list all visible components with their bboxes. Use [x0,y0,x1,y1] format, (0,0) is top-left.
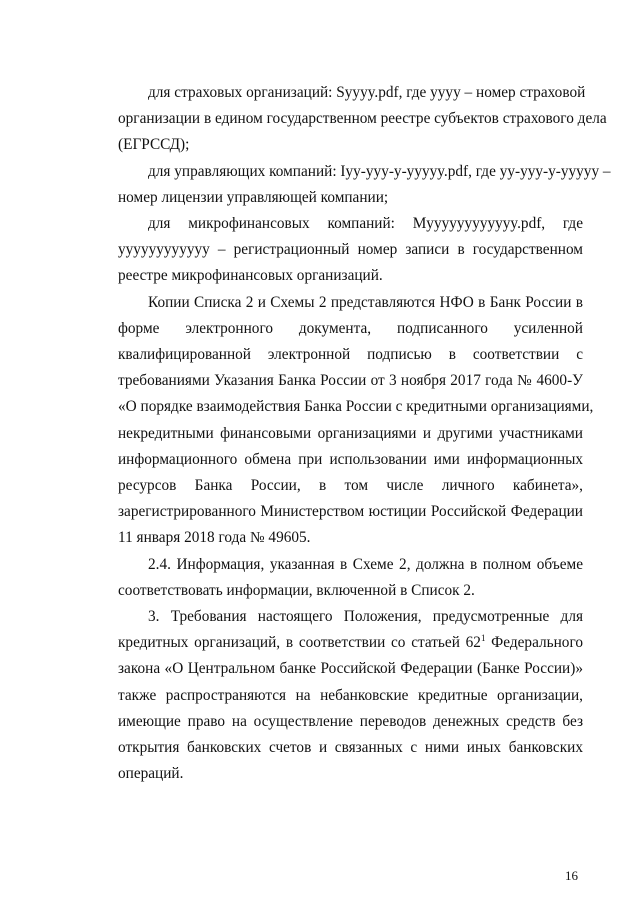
paragraph-microfinance-companies [88,211,583,290]
text-line: имеющие право на осуществление переводов денежных средств без [118,712,583,730]
text-line: соответствовать информации, включенной в Список 2. [118,581,475,599]
text-line: для страховых организаций: Syyyy.pdf, где yyyy – номер страховой [148,84,586,101]
text-line-with-footnote [88,630,583,656]
text-line: yyyyyyyyyyyy – регистрационный номер записи в государственном [118,241,583,259]
text-fragment: Федерального [485,634,583,652]
text-fragment: кредитных организаций, в соответствии со статьей 62 [118,634,481,652]
text-line: реестре микрофинансовых организаций. [118,267,383,285]
text-line: ресурсов Банка России, в том числе личного кабинета», [118,477,583,495]
text-line: требованиями Указания Банка России от 3 ноября 2017 года № 4600-У [118,372,583,390]
text-line: также распространяются на небанковские кредитные организации, [118,686,583,704]
text-line: 3. Требования настоящего Положения, предусмотренные для [148,608,583,626]
text-line: закона «О Центральном банке Российской Федерации (Банке России)» [118,660,583,678]
text-line: квалифицированной электронной подписью в соответствии с [118,346,583,364]
text-line: организации в едином государственном реестре субъектов страхового дела [118,110,607,128]
paragraph-3 [88,604,583,787]
article-superscript: 1 [480,633,486,644]
paragraph-management-companies [88,159,611,211]
text-line: операций. [118,765,184,783]
paragraph-2-4 [88,552,583,604]
text-line: информационного обмена при использовании ими информационных [118,450,583,468]
text-line: для управляющих компаний: Iyy-yyy-y-yyyyy.pdf, где yy-yyy-y-yyyyy – [148,162,611,180]
text-line: зарегистрированного Министерством юстиции Российской Федерации [118,503,583,521]
text-line: открытия банковских счетов и связанных с ними иных банковских [118,739,583,757]
text-line: (ЕГРССД); [118,136,190,154]
text-line: для микрофинансовых компаний: Myyyyyyyyyyyy.pdf, где [148,215,583,233]
text-line: номер лицензии управляющей компании; [118,188,389,206]
text-line: форме электронного документа, подписанного усиленной [118,319,583,337]
text-line: Копии Списка 2 и Схемы 2 представляются НФО в Банк России в [148,293,583,311]
paragraph-copies-submission [88,290,594,552]
text-line: 11 января 2018 года № 49605. [118,529,311,547]
text-line: 2.4. Информация, указанная в Схеме 2, должна в полном объеме [148,555,583,573]
text-line: некредитными финансовыми организациями и другими участниками [118,424,583,442]
paragraph-insurance-orgs [88,80,607,159]
text-line: «О порядке взаимодействия Банка России с кредитными организациями, [118,398,594,416]
page-number: 16 [565,868,578,883]
document-body [88,80,611,787]
